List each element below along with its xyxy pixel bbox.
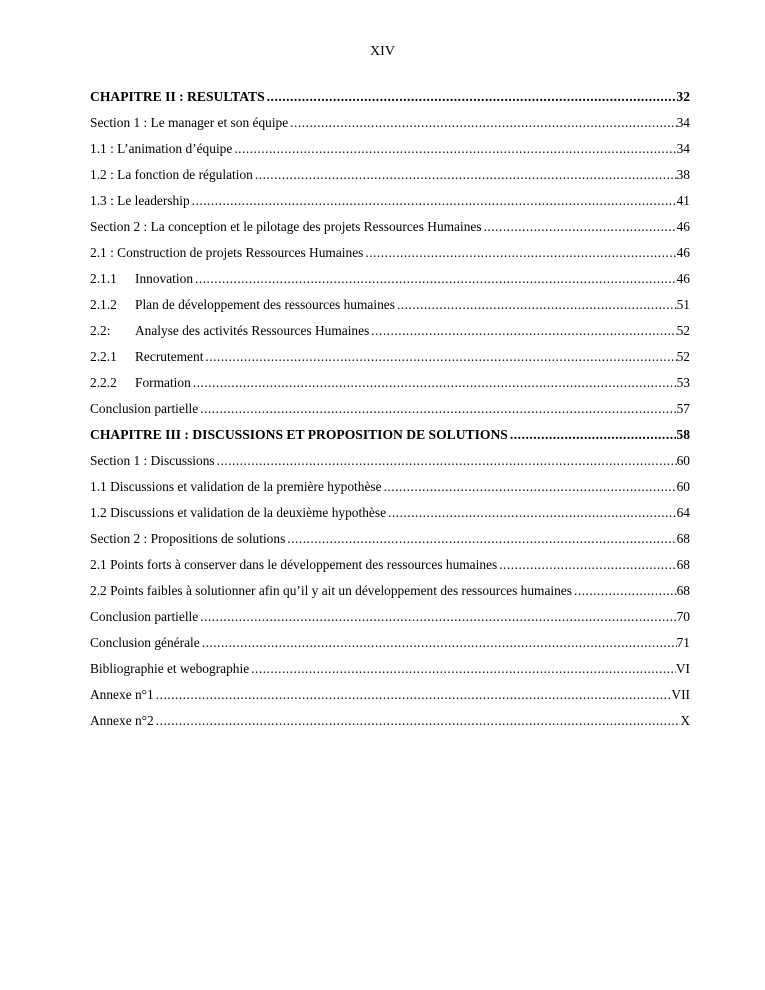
- toc-entry-title: CHAPITRE III : DISCUSSIONS ET PROPOSITION DE SOLUTIONS: [90, 427, 508, 442]
- toc-entry-page: VII: [671, 687, 690, 702]
- toc-entry-title: Section 1 : Le manager et son équipe: [90, 115, 289, 130]
- toc-entry-title: Annexe n°1: [90, 687, 154, 702]
- toc-entry-title: Annexe n°2: [90, 713, 154, 728]
- toc-entry-label: [90, 375, 193, 391]
- toc-entry[interactable]: [90, 115, 690, 141]
- toc-entry-label: [90, 141, 234, 157]
- dot-leader: [365, 245, 676, 261]
- dot-leader: [200, 401, 676, 417]
- toc-entry-page: 57: [676, 401, 690, 416]
- dot-leader: [499, 557, 676, 573]
- toc-entry-title: 1.2 : La fonction de régulation: [90, 167, 253, 182]
- toc-entry[interactable]: [90, 89, 690, 115]
- dot-leader: [384, 479, 677, 495]
- toc-entry-title: Conclusion générale: [90, 635, 200, 650]
- toc-entry-label: [90, 115, 290, 131]
- toc-entry-title: Conclusion partielle: [90, 401, 199, 416]
- toc-entry-number: 2.2:: [90, 323, 111, 338]
- toc-entry-label: [90, 531, 287, 547]
- toc-entry-page: 46: [676, 219, 690, 234]
- toc-entry[interactable]: [90, 583, 690, 609]
- dot-leader: [156, 687, 672, 703]
- dot-leader: [251, 661, 676, 677]
- toc-entry-page: 60: [676, 453, 690, 468]
- toc-entry-page: 51: [676, 297, 690, 312]
- toc-entry-page: 46: [676, 271, 690, 286]
- dot-leader: [397, 297, 677, 313]
- toc-entry-title: Innovation: [135, 271, 194, 286]
- dot-leader: [388, 505, 677, 521]
- toc-entry-title: Section 1 : Discussions: [90, 453, 215, 468]
- toc-entry-label: [90, 167, 255, 183]
- toc-entry-page: 58: [676, 427, 690, 442]
- toc-entry-label: [90, 661, 251, 677]
- dot-leader: [267, 89, 677, 105]
- toc-entry-title: CHAPITRE II : RESULTATS: [90, 89, 265, 104]
- toc-entry-number: 2.1.1: [90, 271, 117, 286]
- toc-entry[interactable]: [90, 713, 690, 739]
- dot-leader: [371, 323, 676, 339]
- toc-entry-number: 2.2.1: [90, 349, 117, 364]
- toc-entry-label: [90, 89, 267, 105]
- toc-entry-label: [90, 609, 200, 625]
- toc-entry[interactable]: [90, 193, 690, 219]
- toc-entry-label: [90, 323, 371, 339]
- toc-entry-title: 2.1 Points forts à conserver dans le développement des ressources humaines: [90, 557, 498, 572]
- toc-entry-page: 41: [676, 193, 690, 208]
- toc-entry-page: 34: [676, 141, 690, 156]
- toc-entry-label: [90, 271, 195, 287]
- toc-entry-page: 64: [676, 505, 690, 520]
- dot-leader: [234, 141, 676, 157]
- toc-entry-title: 1.2 Discussions et validation de la deuxième hypothèse: [90, 505, 387, 520]
- toc-entry[interactable]: [90, 453, 690, 479]
- dot-leader: [156, 713, 681, 729]
- toc-entry-title: 1.1 : L’animation d’équipe: [90, 141, 233, 156]
- dot-leader: [192, 193, 677, 209]
- toc-entry-page: 60: [676, 479, 690, 494]
- dot-leader: [574, 583, 677, 599]
- toc-entry-title: 2.1 : Construction de projets Ressources Humaines: [90, 245, 364, 260]
- toc-entry-label: [90, 505, 388, 521]
- toc-entry-label: [90, 427, 510, 443]
- toc-entry-page: 46: [676, 245, 690, 260]
- dot-leader: [287, 531, 676, 547]
- toc-entry[interactable]: [90, 427, 690, 453]
- toc-entry[interactable]: [90, 505, 690, 531]
- toc-entry-label: [90, 635, 202, 651]
- dot-leader: [195, 271, 677, 287]
- toc-entry-title: Section 2 : La conception et le pilotage des projets Ressources Humaines: [90, 219, 482, 234]
- toc-entry-page: 68: [676, 583, 690, 598]
- toc-entry[interactable]: [90, 401, 690, 427]
- toc-entry-label: [90, 245, 365, 261]
- toc-entry-title: Section 2 : Propositions de solutions: [90, 531, 286, 546]
- toc-entry-page: 68: [676, 531, 690, 546]
- toc-entry[interactable]: [90, 635, 690, 661]
- toc-entry-title: Formation: [135, 375, 191, 390]
- toc-entry[interactable]: [90, 557, 690, 583]
- toc-entry-label: [90, 297, 397, 313]
- table-of-contents: [90, 89, 690, 739]
- toc-entry[interactable]: [90, 167, 690, 193]
- page-number: XIV: [370, 44, 395, 59]
- toc-entry-page: X: [680, 713, 690, 728]
- toc-entry-page: 71: [676, 635, 690, 650]
- toc-entry-page: 52: [676, 349, 690, 364]
- toc-entry-label: [90, 479, 384, 495]
- toc-entry-title: 1.1 Discussions et validation de la première hypothèse: [90, 479, 382, 494]
- toc-entry-title: Bibliographie et webographie: [90, 661, 250, 676]
- dot-leader: [200, 609, 676, 625]
- toc-entry[interactable]: [90, 297, 690, 323]
- toc-entry-label: [90, 557, 499, 573]
- dot-leader: [255, 167, 677, 183]
- toc-entry-page: 34: [676, 115, 690, 130]
- dot-leader: [205, 349, 676, 365]
- toc-entry[interactable]: [90, 609, 690, 635]
- toc-entry-label: [90, 453, 217, 469]
- toc-entry-title: Plan de développement des ressources humaines: [135, 297, 395, 312]
- toc-entry-title: 1.3 : Le leadership: [90, 193, 190, 208]
- dot-leader: [217, 453, 677, 469]
- toc-entry[interactable]: [90, 479, 690, 505]
- toc-entry[interactable]: [90, 375, 690, 401]
- dot-leader: [290, 115, 676, 131]
- toc-entry[interactable]: [90, 531, 690, 557]
- toc-entry-label: [90, 713, 156, 729]
- toc-entry[interactable]: [90, 323, 690, 349]
- toc-entry-label: [90, 583, 574, 599]
- toc-entry-label: [90, 401, 200, 417]
- toc-entry[interactable]: [90, 661, 690, 687]
- toc-entry-page: 70: [676, 609, 690, 624]
- dot-leader: [193, 375, 677, 391]
- toc-entry-label: [90, 219, 484, 235]
- toc-entry-page: 52: [676, 323, 690, 338]
- toc-entry-title: 2.2 Points faibles à solutionner afin qu’il y ait un développement des ressources humaines: [90, 583, 572, 598]
- toc-entry-label: [90, 687, 156, 703]
- toc-entry-page: 53: [676, 375, 690, 390]
- toc-entry-page: VI: [675, 661, 690, 676]
- toc-entry-page: 68: [676, 557, 690, 572]
- toc-entry-title: Recrutement: [135, 349, 204, 364]
- toc-entry-label: [90, 349, 205, 365]
- toc-entry-page: 38: [676, 167, 690, 182]
- toc-entry-label: [90, 193, 192, 209]
- dot-leader: [484, 219, 677, 235]
- toc-entry-title: Conclusion partielle: [90, 609, 199, 624]
- toc-entry-title: Analyse des activités Ressources Humaines: [135, 323, 370, 338]
- toc-entry[interactable]: [90, 245, 690, 271]
- dot-leader: [510, 427, 677, 443]
- toc-entry[interactable]: [90, 687, 690, 713]
- toc-entry-number: 2.2.2: [90, 375, 117, 390]
- dot-leader: [202, 635, 677, 651]
- toc-entry-page: 32: [676, 89, 690, 104]
- toc-entry[interactable]: [90, 141, 690, 167]
- toc-entry[interactable]: [90, 349, 690, 375]
- toc-entry[interactable]: [90, 271, 690, 297]
- toc-entry[interactable]: [90, 219, 690, 245]
- toc-entry-number: 2.1.2: [90, 297, 117, 312]
